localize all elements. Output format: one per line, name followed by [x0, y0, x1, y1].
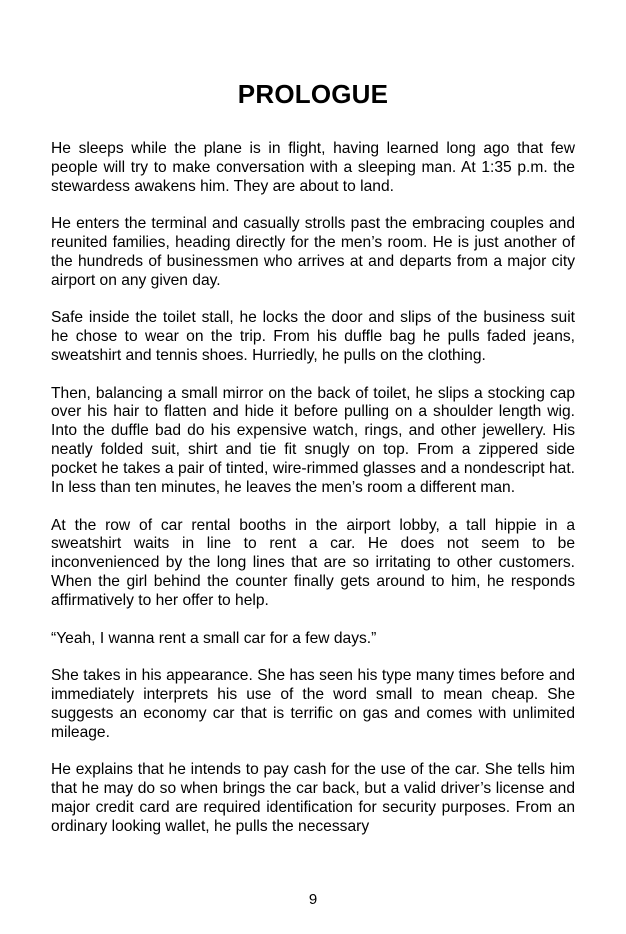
paragraph-4: Then, balancing a small mirror on the back of toilet, he slips a stocking cap over his hair to flatten and hide it before pulling on a shoulder length wig. Into the duffle bad do his expensive watch, rings, and other jewellery. His neatly folded suit, shirt and tie fit snugly on top. From a zippered side pocket he takes a pair of tinted, wire-rimmed glasses and a nondescript hat. In less than ten minutes, he leaves the men’s room a different man.: [51, 384, 575, 497]
paragraph-3: Safe inside the toilet stall, he locks the door and slips of the business suit he chose to wear on the trip. From his duffle bag he pulls faded jeans, sweatshirt and tennis shoes. Hurriedly, he pulls on the clothing.: [51, 309, 575, 365]
paragraph-8: He explains that he intends to pay cash for the use of the car. She tells him that he may do so when brings the car back, but a valid driver’s license and major credit card are required identification for security purposes. From an ordinary looking wallet, he pulls the necessary: [51, 761, 575, 835]
page-number: 9: [308, 891, 318, 908]
paragraph-2: He enters the terminal and casually strolls past the embracing couples and reunited families, heading directly for the men’s room. He is just another of the hundreds of businessmen who arrives at and departs from a major city airport on any given day.: [51, 215, 575, 289]
paragraph-6: “Yeah, I wanna rent a small car for a few days.”: [51, 629, 377, 647]
paragraph-7: She takes in his appearance. She has seen his type many times before and immediately interprets his use of the word small to mean cheap. She suggests an economy car that is terrific on gas and comes with unlimited mileage.: [51, 666, 575, 741]
body-text: [51, 140, 575, 855]
page-title: PROLOGUE: [237, 79, 389, 109]
paragraph-1: He sleeps while the plane is in flight, having learned long ago that few people will try to make conversation with a sleeping man. At 1:35 p.m. the stewardess awakens him. They are about to land.: [51, 140, 575, 195]
paragraph-5: At the row of car rental booths in the airport lobby, a tall hippie in a sweatshirt waits in line to rent a car. He does not seem to be inconvenienced by the long lines that are so irritating to other customers. When the girl behind the counter finally gets around to him, he responds affirmatively to her offer to help.: [51, 516, 575, 610]
